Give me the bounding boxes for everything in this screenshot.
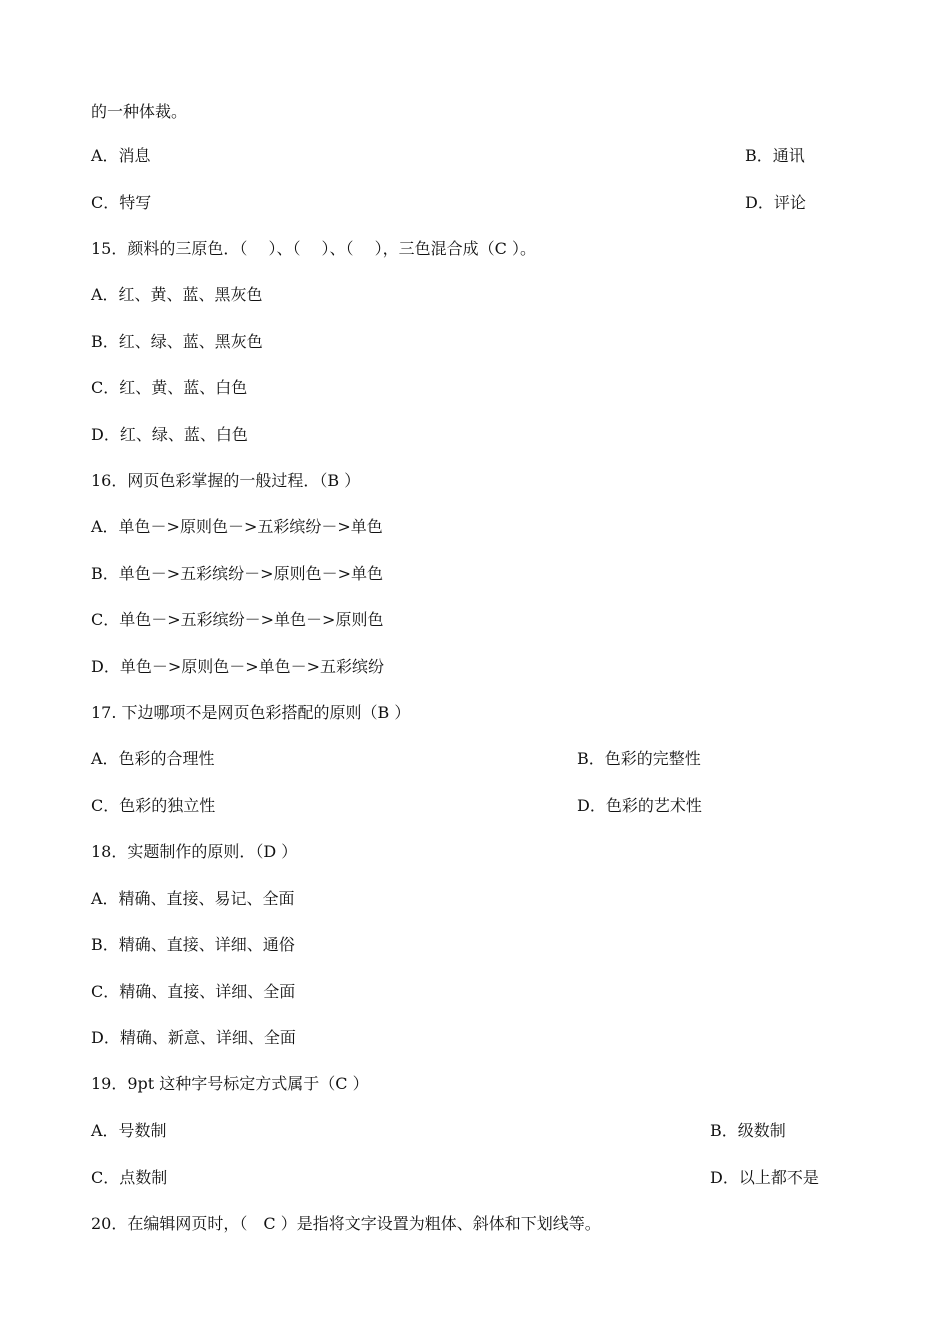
- option-a: A．红、黄、蓝、黑灰色: [91, 285, 263, 304]
- option-d: D．单色－>原则色－>单色－>五彩缤纷: [91, 657, 385, 676]
- question-15: 15．颜料的三原色．（ ）、（ ）、（ ），三色混合成（C ）。: [91, 239, 536, 258]
- option-b: B．色彩的完整性: [577, 749, 701, 768]
- option-b: B．级数制: [710, 1121, 786, 1140]
- option-d: D．精确、新意、详细、全面: [91, 1028, 296, 1047]
- option-a: A．精确、直接、易记、全面: [91, 889, 295, 908]
- option-a: A．消息: [91, 146, 151, 165]
- option-b: B．单色－>五彩缤纷－>原则色－>单色: [91, 564, 383, 583]
- question-16: 16．网页色彩掌握的一般过程．（B ）: [91, 471, 361, 490]
- option-d: D．评论: [745, 193, 806, 212]
- option-d: D．色彩的艺术性: [577, 796, 702, 815]
- option-a: A．号数制: [91, 1121, 167, 1140]
- option-a: A．单色－>原则色－>五彩缤纷－>单色: [91, 517, 383, 536]
- question-19: 19．9pt 这种字号标定方式属于（C ）: [91, 1074, 369, 1093]
- text-line: 的一种体裁。: [91, 102, 188, 121]
- option-c: C．点数制: [91, 1168, 168, 1187]
- option-c: C．红、黄、蓝、白色: [91, 378, 248, 397]
- option-b: B．通讯: [745, 146, 805, 165]
- option-d: D．红、绿、蓝、白色: [91, 425, 248, 444]
- option-d: D．以上都不是: [710, 1168, 819, 1187]
- option-c: C．精确、直接、详细、全面: [91, 982, 296, 1001]
- option-b: B．精确、直接、详细、通俗: [91, 935, 295, 954]
- option-a: A．色彩的合理性: [91, 749, 215, 768]
- question-20: 20．在编辑网页时，（ C ）是指将文字设置为粗体、斜体和下划线等。: [91, 1214, 601, 1233]
- option-b: B．红、绿、蓝、黑灰色: [91, 332, 263, 351]
- question-17: 17. 下边哪项不是网页色彩搭配的原则（B ）: [91, 703, 411, 722]
- option-c: C．特写: [91, 193, 152, 212]
- option-c: C．单色－>五彩缤纷－>单色－>原则色: [91, 610, 384, 629]
- question-18: 18．实题制作的原则．（D ）: [91, 842, 298, 861]
- option-c: C．色彩的独立性: [91, 796, 216, 815]
